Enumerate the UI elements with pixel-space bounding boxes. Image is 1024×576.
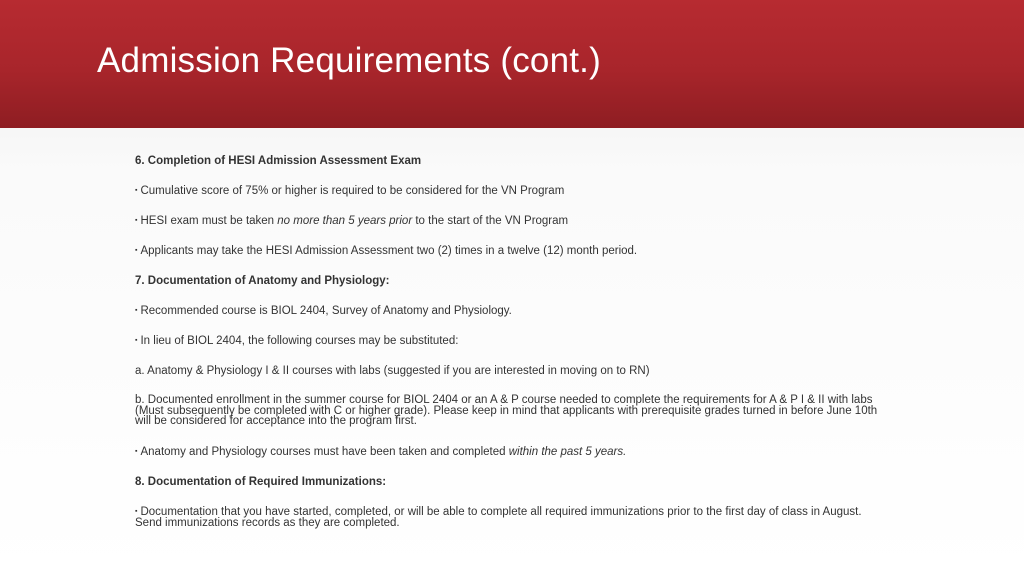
- slide-title: Admission Requirements (cont.): [97, 41, 601, 80]
- bullet-text-emphasis: within the past 5 years.: [508, 446, 627, 458]
- bullet-icon: ▪: [135, 247, 138, 254]
- bullet-text: Documentation that you have started, completed, or will be able to complete all required immunizations prior to the first day of class in August. Send immunizations records as they are completed.: [135, 506, 862, 529]
- bullet-icon: ▪: [135, 217, 138, 224]
- item7-bullet-2: [135, 335, 887, 347]
- bullet-icon: ▪: [135, 508, 138, 515]
- bullet-icon: ▪: [135, 448, 138, 455]
- slide-header: [0, 0, 1024, 128]
- bullet-text: Applicants may take the HESI Admission Assessment two (2) times in a twelve (12) month period.: [140, 245, 638, 257]
- bullet-text-emphasis: no more than 5 years prior: [277, 215, 413, 227]
- item6-bullet-3: [135, 245, 887, 257]
- item7-bullet-3: [135, 446, 887, 458]
- item7-option-b: b. Documented enrollment in the summer course for BIOL 2404 or an A & P course needed to complete the requirements for A & P I & II with labs (Must subsequently be completed with C or higher grade). Please keep in mind that applicants with prerequisite grades turned in before June 10th will be considered for acceptance into the program first.: [135, 394, 878, 427]
- item7-option-a: a. Anatomy & Physiology I & II courses with labs (suggested if you are interested in moving on to RN): [135, 365, 650, 377]
- bullet-icon: ▪: [135, 187, 138, 194]
- item6-bullet-1: [135, 185, 887, 197]
- item7-bullet-1: [135, 305, 887, 317]
- item8-bullet-1: [135, 506, 887, 529]
- bullet-text: Cumulative score of 75% or higher is required to be considered for the VN Program: [140, 185, 565, 197]
- item6-bullet-2: [135, 215, 887, 227]
- bullet-icon: ▪: [135, 337, 138, 344]
- bullet-text-pre: HESI exam must be taken: [140, 215, 278, 227]
- item8-heading: 8. Documentation of Required Immunizations:: [135, 476, 387, 488]
- bullet-icon: ▪: [135, 307, 138, 314]
- item6-heading: 6. Completion of HESI Admission Assessment Exam: [135, 155, 422, 167]
- item7-heading: 7. Documentation of Anatomy and Physiology:: [135, 275, 390, 287]
- bullet-text: In lieu of BIOL 2404, the following courses may be substituted:: [140, 335, 459, 347]
- bullet-text: Recommended course is BIOL 2404, Survey of Anatomy and Physiology.: [140, 305, 512, 317]
- bullet-text-post: to the start of the VN Program: [412, 215, 569, 227]
- bullet-text-pre: Anatomy and Physiology courses must have been taken and completed: [140, 446, 509, 458]
